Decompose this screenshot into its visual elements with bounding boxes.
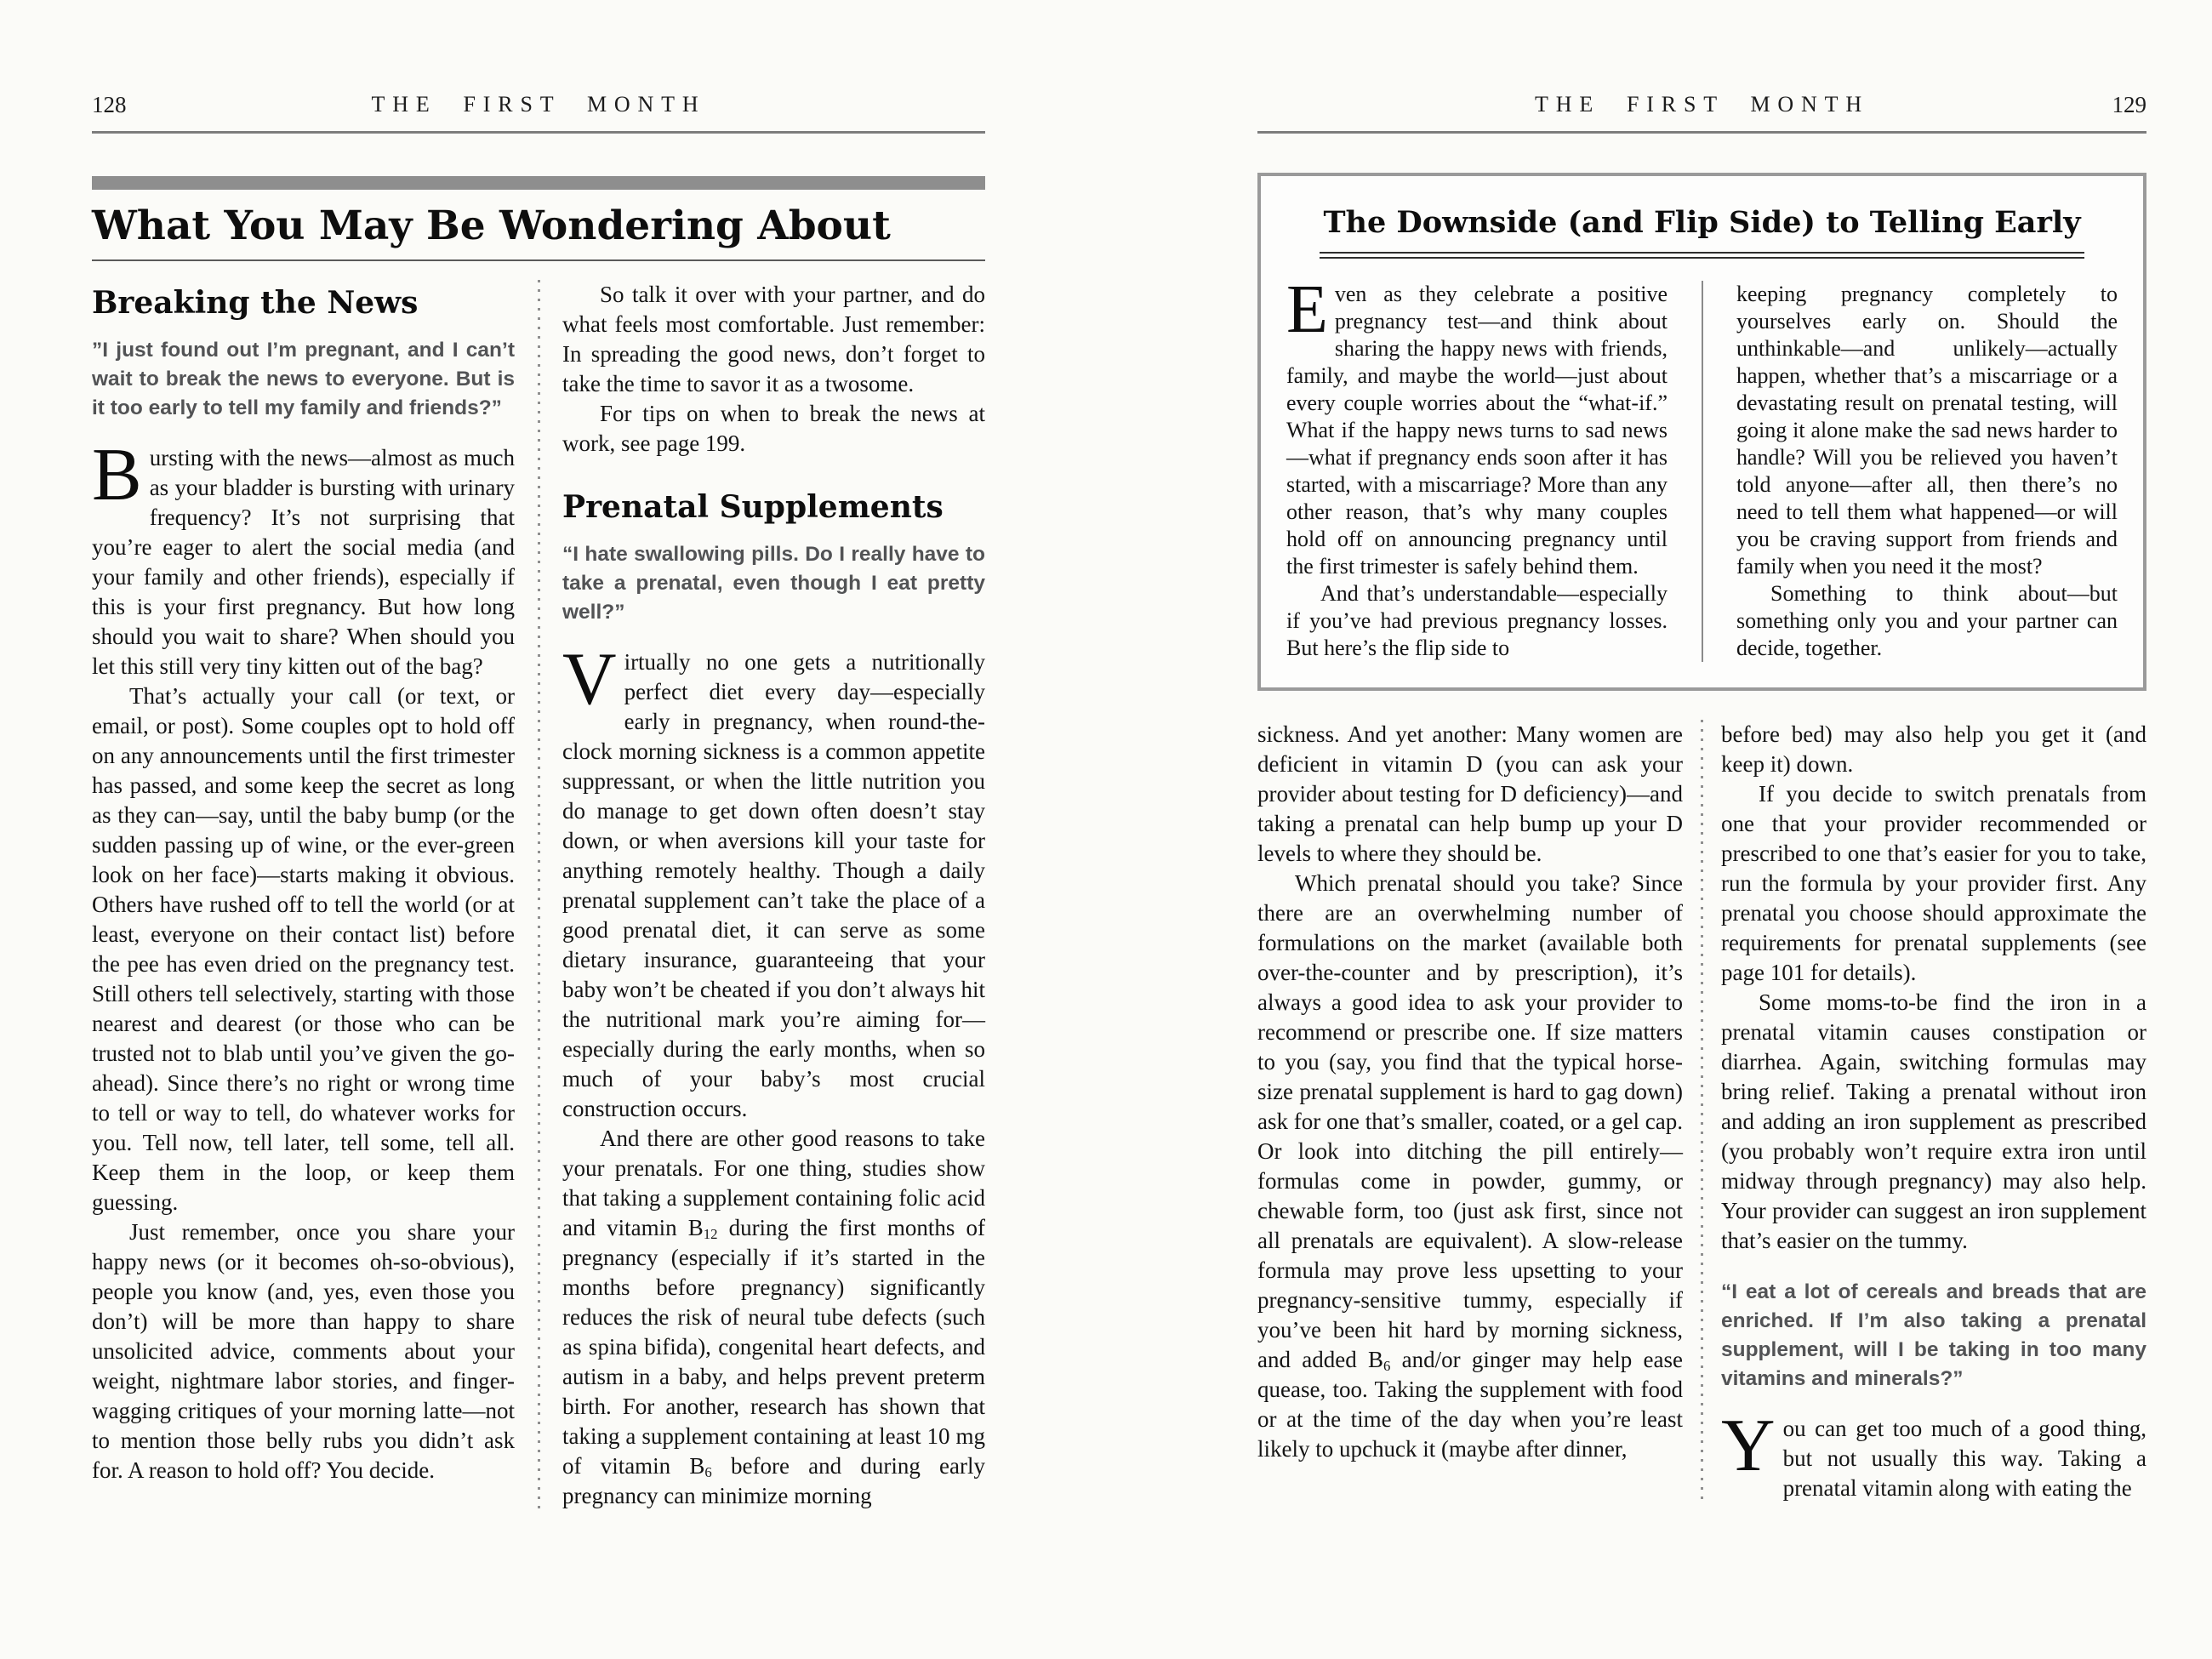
- body-paragraph: Something to think about—but something only you and your partner can decide, together.: [1736, 581, 2118, 660]
- body-paragraph: And that’s understandable—especially if you’ve had previous pregnancy losses. But here’s the flip side to: [1286, 581, 1668, 660]
- drop-cap: E: [1286, 272, 1328, 347]
- paragraph-text: during the first months of pregnancy (especially if it’s started in the months before pregnancy) significantly reduces the risk of neural tube defects (such as spina bifida), congenital heart defects, and autism in a baby, and helps prevent preterm birth. For another, research has shown that taking a supplement containing at least 10 mg of vitamin B: [562, 1215, 985, 1479]
- page-number: 128: [92, 92, 127, 117]
- column-divider-solid: [1702, 281, 1703, 662]
- subscript-6: 6: [1382, 1357, 1391, 1374]
- paragraph-text: ursting with the news—almost as much as your bladder is bursting with urinary frequency? It’s not surprising that you’re eager to alert the social media (and your family and other friends), especially if this is your first pregnancy. But how long should you wait to share? When should you let this still very tiny kitten out of the bag?: [92, 445, 515, 680]
- column-divider-dotted: [538, 280, 540, 1511]
- heading-prenatal-supplements: Prenatal Supplements: [562, 489, 944, 526]
- header-rule: [92, 131, 985, 134]
- body-paragraph: Just remember, once you share your happy news (or it becomes oh-so-obvious), people you know (and, yes, even those you don’t) will be more than happy to share unsolicited advice, comments about your weight, nightmare labor stories, and finger-wagging critiques of your morning latte—not to mention those belly rubs you didn’t ask for. A reason to hold off? You decide.: [92, 1219, 515, 1484]
- body-paragraph: [562, 1124, 985, 1511]
- page-129: [1257, 85, 2146, 1503]
- page-128-column-2: [562, 280, 985, 1511]
- body-paragraph: If you decide to switch prenatals from one that your provider recommended or prescribed to one that’s easier for you to take, run the formula by your provider first. Any prenatal you choose should approximate the requirements for prenatal supplements (see page 101 for details).: [1721, 781, 2146, 985]
- body-paragraph: So talk it over with your partner, and do what feels most comfortable. Just remember: In spreading the good news, don’t forget to take the time to savor it as a twosome.: [562, 282, 985, 397]
- page-128: [92, 85, 985, 1511]
- body-paragraph: [562, 638, 985, 1124]
- sidebar-box: [1257, 173, 2146, 691]
- question-quote: ”I just found out I’m pregnant, and I can’t wait to break the news to everyone. But is it too early to tell my family and friends?”: [92, 339, 515, 420]
- question-quote: “I eat a lot of cereals and breads that are enriched. If I’m also taking a prenatal supplement, will I be taking in too many vitamins and minerals?”: [1721, 1280, 2146, 1390]
- body-paragraph: [1286, 272, 1668, 580]
- page-129-columns: [1257, 720, 2146, 1503]
- body-paragraph: Some moms-to-be find the iron in a prenatal vitamin causes constipation or diarrhea. Again, switching formulas may bring relief. Taking a prenatal without iron and adding an iron supplement as prescribed (you probably won’t require extra iron until midway through pregnancy) may also help. Your provider can suggest an iron supplement that’s easier on the tummy.: [1721, 989, 2146, 1253]
- page-129-header: [1257, 85, 2146, 123]
- body-paragraph: sickness. And yet another: Many women are deficient in vitamin D (you can ask your provider about testing for D deficiency)—and taking a prenatal can help bump up your D levels to where they should be.: [1257, 721, 1683, 866]
- heading-breaking-the-news: Breaking the News: [92, 285, 419, 322]
- body-paragraph: before bed) may also help you get it (and keep it) down.: [1721, 721, 2146, 777]
- sidebar-title-rule: [1320, 252, 2084, 259]
- page-128-column-1: [92, 280, 515, 1511]
- body-paragraph: [1721, 1405, 2146, 1503]
- body-paragraph: [92, 434, 515, 681]
- page-128-header: [92, 85, 985, 123]
- paragraph-text: ven as they celebrate a positive pregnancy test—and think about sharing the happy news with friends, family, and maybe the world—just about every couple worries about the “what-if.” What if the happy news turns to sad news—what if pregnancy ends soon after it has started, with a miscarriage? More than any other reason, that’s why many couples hold off on announcing pregnancy until the first trimester is safely behind them.: [1286, 282, 1668, 579]
- paragraph-text: Which prenatal should you take? Since there are an overwhelming number of formulations on the market (available both over-the-counter and by prescription), it’s always a good idea to ask your provider to recommend or prescribe one. If size matters to you (say, you find that the typical horse-size prenatal supplement is hard to gag down) ask for one that’s smaller, coated, or a gel cap. Or look into ditching the pill entirely—formulas come in powder, gummy, or chewable form, too (just ask first, since not all prenatals are equivalent). A slow-release formula may prove less upsetting to your pregnancy-sensitive tummy, especially if you’ve been hit hard by morning sickness, and added B: [1257, 870, 1683, 1372]
- drop-cap: B: [92, 434, 142, 517]
- body-paragraph: That’s actually your call (or text, or email, or post). Some couples opt to hold off on any announcements until the first trimester has passed, and some keep the secret as long as they can—say, until the baby bump (or the sudden passing up of wine, or the ever-green look on her face)—starts making it obvious. Others have rushed off to tell the world (or at least, everyone on their contact list) before the pee has even dried on the pregnancy test. Still others tell selectively, starting with those nearest and dearest (or those who can be trusted not to blab until you’ve given the go-ahead). Since there’s no right or wrong time to tell or way to tell, do whatever works for you. Tell now, tell later, tell some, tell all. Keep them in the loop, or keep them guessing.: [92, 683, 515, 1216]
- page-number: 129: [2112, 92, 2146, 117]
- body-paragraph: keeping pregnancy completely to yourselves early on. Should the unthinkable—and unlikely—actually happen, whether that’s a miscarriage or a devastating result on prenatal testing, will going it alone make the sad news harder to handle? Will you be relieved you haven’t told anyone—after all, then there’s no need to tell them what happened—or will you be craving support from friends and family when you need it the most?: [1736, 282, 2118, 579]
- paragraph-text: And there are other good reasons to take your prenatals. For one thing, studies show that taking a supplement containing folic acid and vitamin B: [562, 1126, 985, 1241]
- page-128-columns: [92, 280, 985, 1511]
- paragraph-text: before and during early pregnancy can minimize morning: [562, 1453, 985, 1509]
- subscript-6: 6: [704, 1463, 712, 1480]
- section-title: What You May Be Wondering About: [92, 202, 891, 249]
- column-divider-dotted: [1701, 720, 1703, 1503]
- paragraph-text: ou can get too much of a good thing, but not usually this way. Taking a prenatal vitamin along with eating the: [1782, 1416, 2146, 1501]
- body-paragraph: For tips on when to break the news at work, see page 199.: [562, 401, 985, 457]
- section-title-bar: [92, 176, 985, 190]
- sidebar-column-1: [1286, 272, 1668, 662]
- page-129-column-2: [1721, 720, 2146, 1503]
- page-129-column-1: [1257, 720, 1683, 1503]
- running-head: THE FIRST MONTH: [1534, 92, 1869, 117]
- body-paragraph: [1257, 869, 1683, 1464]
- drop-cap: V: [562, 638, 617, 721]
- subscript-12: 12: [703, 1225, 718, 1242]
- sidebar-column-2: [1736, 281, 2118, 662]
- question-quote: “I hate swallowing pills. Do I really have to take a prenatal, even though I eat pretty well?”: [562, 543, 985, 624]
- sidebar-columns: [1286, 272, 2118, 662]
- section-title-rule: [92, 259, 985, 261]
- header-rule: [1257, 131, 2146, 134]
- paragraph-text: irtually no one gets a nutritionally perfect diet every day—especially early in pregnancy, when round-the-clock morning sickness is a common appetite suppressant, or when the little nutrition you do manage to get down often doesn’t stay down, or when aversions kill your taste for anything remotely healthy. Though a daily prenatal supplement can’t take the place of a good prenatal diet, it can serve as some dietary insurance, guaranteeing that your baby won’t be cheated if you don’t always hit the nutritional mark you’re aiming for—especially during the early months, when so much of your baby’s most crucial construction occurs.: [562, 649, 985, 1122]
- running-head: THE FIRST MONTH: [371, 92, 706, 117]
- drop-cap: Y: [1721, 1405, 1776, 1487]
- sidebar-title: The Downside (and Flip Side) to Telling Early: [1323, 205, 2081, 240]
- paragraph-text: and/or ginger may help ease quease, too. Taking the supplement with food or at the time of the day when you’re least likely to upchuck it (maybe after dinner,: [1257, 1347, 1683, 1462]
- section-title-block: [92, 176, 985, 261]
